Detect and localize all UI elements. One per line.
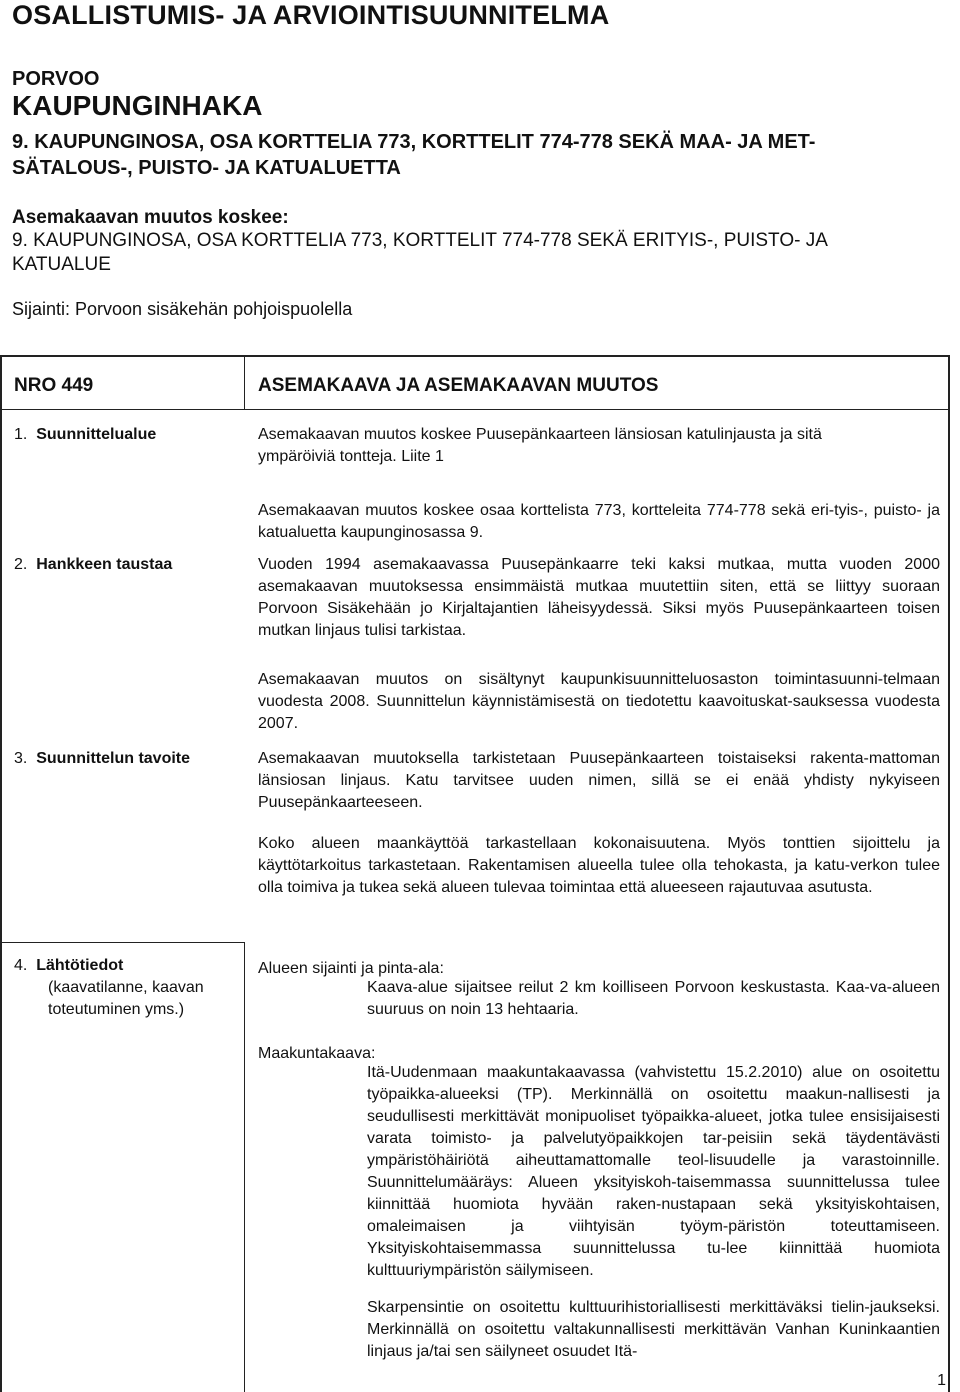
section-4-heading-location: Alueen sijainti ja pinta-ala: <box>258 960 444 977</box>
section-1-paragraph-1 <box>258 424 940 446</box>
table-header-number: NRO 449 <box>14 375 94 396</box>
section-2-number: 2. <box>14 556 28 573</box>
section-1-number: 1. <box>14 426 28 443</box>
section-4-title: Lähtötiedot <box>36 957 124 974</box>
section-3-number: 3. <box>14 750 28 767</box>
section-4-heading-regional-plan: Maakuntakaava: <box>258 1045 376 1062</box>
table-header-bottom-rule <box>0 409 950 410</box>
document-title: OSALLISTUMIS- JA ARVIOINTISUUNNITELMA <box>12 0 610 30</box>
section-4-road-text: Skarpensintie on osoitettu kulttuurihistoriallisesti merkittäväksi tielin-jaukseksi. Merkinnällä on osoitettu valtakunnallisesti merkittävän Vanhan Kuninkaantien linjaus ja/tai sen säilyneet osuudet Itä- <box>367 1299 940 1360</box>
table-right-rule <box>948 355 950 1392</box>
area-name: KAUPUNGINHAKA <box>12 90 263 121</box>
change-heading: Asemakaavan muutos koskee: <box>12 207 289 228</box>
section-4-location-text: Kaava-alue sijaitsee reilut 2 km koilliseen Porvoon keskustasta. Kaa-va-alueen suuruus on noin 13 hehtaaria. <box>367 979 940 1018</box>
section-1-paragraph-2: Asemakaavan muutos koskee osaa korttelista 773, kortteleita 774-778 sekä eri-tyis-, puisto- ja katualuetta kaupunginosassa 9. <box>258 502 940 541</box>
table-header-title: ASEMAKAAVA JA ASEMAKAAVAN MUUTOS <box>258 375 659 396</box>
section-3-label <box>14 748 190 770</box>
area-description-line-2: SÄTALOUS-, PUISTO- JA KATUALUETTA <box>12 157 401 179</box>
location-line: Sijainti: Porvoon sisäkehän pohjoispuolella <box>12 299 353 319</box>
section-1-title: Suunnittelualue <box>36 426 157 443</box>
section-4-regional-plan-text: Itä-Uudenmaan maakuntakaavassa (vahvistettu 15.2.2010) alue on osoitettu työpaikka-alueeksi (TP). Merkinnällä on osoitettu maakun-nallisesti ja seudullisesti merkittävät monipuoliset työpaikka-alueet, jotka tulee ensisijaisesti varata toimisto- ja palvelutyöpaikkojen tar-peisiin sekä täydentävästi ympäristöhäiriötä aiheuttamattomalle teol-lisuudelle ja varastoinnille. Suunnittelumääräys: Alueen yksityiskoh-taisemmassa suunnittelussa tulee kiinnittää huomiota hyvään raken-nustapaan sekä yksityiskohtaisen, omaleimaisen ja viihtyisän työym-päristön toteuttamiseen. Yksityiskohtaisemmassa suunnittelussa tu-lee kiinnittää huomiota kulttuuriympäristön säilymiseen. <box>367 1064 940 1279</box>
change-description-line-2: KATUALUE <box>12 254 111 275</box>
section-1-text-b: ympäröiviä tontteja. <box>258 448 397 465</box>
section-4-divider <box>244 942 245 1392</box>
section-1-label <box>14 424 156 446</box>
table-header-divider <box>244 355 245 410</box>
table-top-rule <box>0 355 950 357</box>
section-2-label <box>14 554 172 576</box>
section-4-subtitle-2: toteutuminen yms.) <box>48 1001 185 1018</box>
section-2-paragraph-1: Vuoden 1994 asemakaavassa Puusepänkaarre teki kaksi mutkaa, mutta vuoden 2000 asemakaavan muutoksessa ensimmäistä mutkaa muutettiin siten, että se liittyy suoraan Porvoon Sisäkehään jo Kirjaltajantien läheisyydessä. Siksi myös Puusepänkaarteen toisen mutkan linjaus tulisi tarkistaa. <box>258 556 940 639</box>
section-4-subtitle-1: (kaavatilanne, kaavan <box>48 979 204 996</box>
section-2-paragraph-2: Asemakaavan muutos on sisältynyt kaupunkisuunnitteluosaston toimintasuunni-telmaan vuodesta 2008. Suunnittelun käynnistämisestä on tiedotettu kaavoituskat-sauksessa vuodesta 2007. <box>258 671 940 732</box>
section-4-label-top-rule <box>0 942 245 943</box>
section-1-text-a: Asemakaavan muutos koskee Puusepänkaarteen länsiosan katulinjausta ja sitä <box>258 426 822 443</box>
area-description-line-1: 9. KAUPUNGINOSA, OSA KORTTELIA 773, KORTTELIT 774-778 SEKÄ MAA- JA MET- <box>12 131 816 153</box>
section-3-title: Suunnittelun tavoite <box>36 750 191 767</box>
change-description-line-1: 9. KAUPUNGINOSA, OSA KORTTELIA 773, KORTTELIT 774-778 SEKÄ ERITYIS-, PUISTO- JA <box>12 230 828 251</box>
city-name: PORVOO <box>12 68 100 90</box>
table-left-rule <box>0 355 2 1392</box>
section-3-paragraph-2: Koko alueen maankäyttöä tarkastellaan kokonaisuutena. Myös tonttien sijoittelu ja käyttötarkoitus tarkastetaan. Rakentamisen alueella tulee olla tehokasta, ja katu-verkon tulee olla toimiva ja tukea sekä alueen tulevaa toimintaa että alueeseen rajautuvaa asutusta. <box>258 835 940 896</box>
page-number: 1 <box>937 1372 946 1389</box>
section-2-title: Hankkeen taustaa <box>36 556 173 573</box>
section-4-label <box>14 955 123 977</box>
section-3-paragraph-1: Asemakaavan muutoksella tarkistetaan Puusepänkaarteen toistaiseksi rakenta-mattoman länsiosan linjaus. Katu tarvitsee uuden nimen, sillä se ei enää yhdisty nykyiseen Puusepänkaarteeseen. <box>258 750 940 811</box>
section-4-number: 4. <box>14 957 28 974</box>
section-1-attachment-ref: Liite 1 <box>401 448 444 465</box>
section-1-paragraph-1-end <box>258 446 940 468</box>
